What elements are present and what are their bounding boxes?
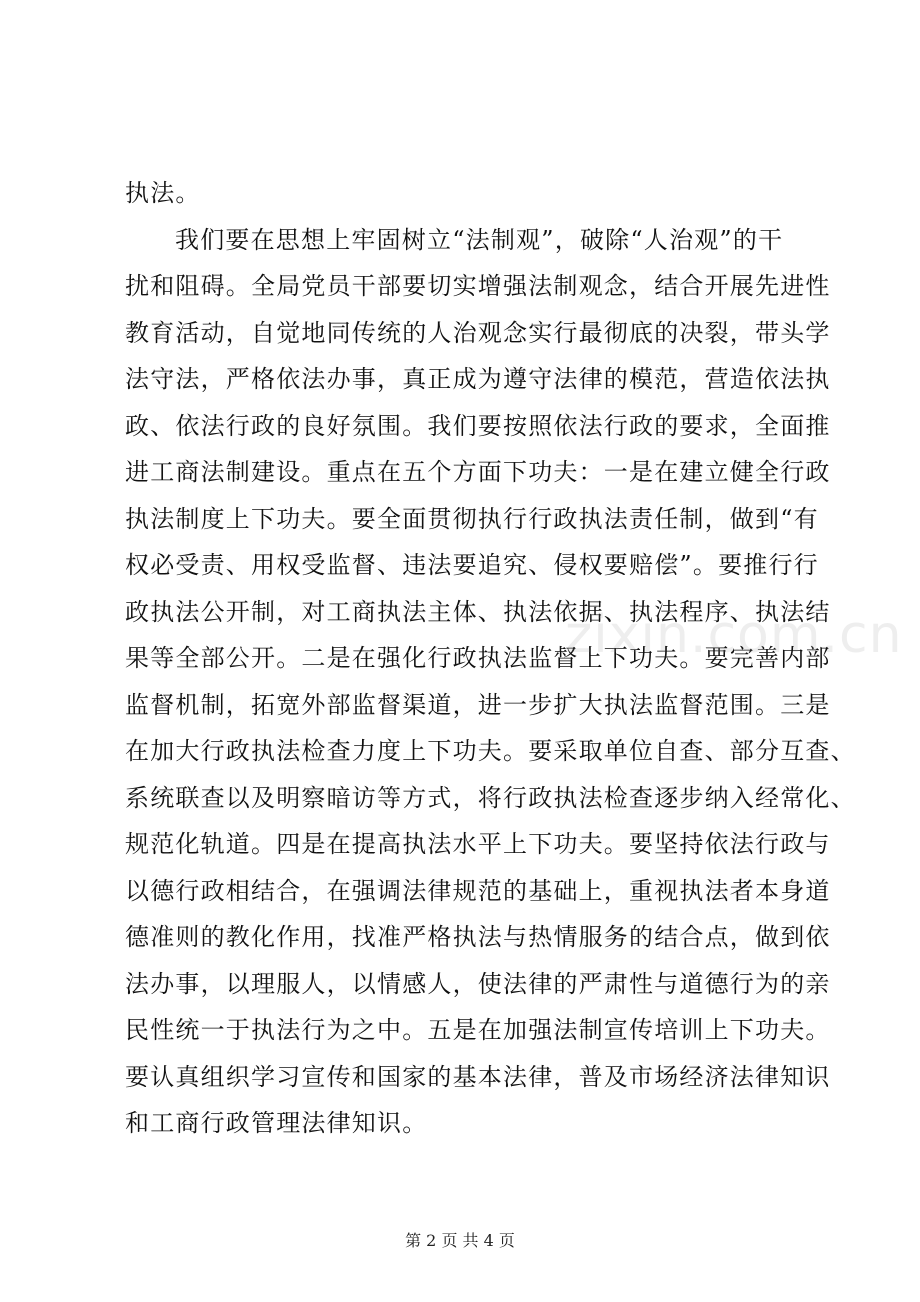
text-line: 在加大行政执法检查力度上下功夫。要采取单位自查、部分互查、 (125, 737, 856, 765)
text-line: 权必受责、用权受监督、违法要追究、侵权要赔偿”。要推行行 (125, 551, 819, 579)
text-line: 要认真组织学习宣传和国家的基本法律，普及市场经济法律知识 (125, 1062, 831, 1091)
text-line: 德准则的教化作用，找准严格执法与热情服务的结合点，做到依 (125, 923, 831, 951)
text-line: 监督机制，拓宽外部监督渠道，进一步扩大执法监督范围。三是 (125, 690, 831, 719)
text-line: 教育活动，自觉地同传统的人治观念实行最彻底的决裂，带头学 (125, 318, 831, 347)
text-line: 法守法，严格依法办事，真正成为遵守法律的模范，营造依法执 (125, 365, 831, 393)
text-line: 果等全部公开。二是在强化行政执法监督上下功夫。要完善内部 (125, 644, 831, 672)
text-line: 民性统一于执法行为之中。五是在加强法制宣传培训上下功夫。 (125, 1016, 831, 1044)
text-line: 政执法公开制，对工商执法主体、执法依据、执法程序、执法结 (125, 597, 831, 626)
text-line: 规范化轨道。四是在提高执法水平上下功夫。要坚持依法行政与 (125, 830, 831, 858)
page-footer: 第 2 页 共 4 页 (405, 1231, 515, 1250)
text-line: 扰和阻碍。全局党员干部要切实增强法制观念，结合开展先进性 (125, 272, 831, 300)
text-line: 我们要在思想上牢固树立“法制观”，破除“人治观”的干 (175, 225, 784, 254)
watermark: zixin.com.cn (565, 605, 903, 665)
text-line: 系统联查以及明察暗访等方式，将行政执法检查逐步纳入经常化、 (125, 783, 856, 812)
text-line: 执法制度上下功夫。要全面贯彻执行行政执法责任制，做到“有 (125, 504, 819, 533)
text-line: 政、依法行政的良好氛围。我们要按照依法行政的要求，全面推 (125, 411, 831, 440)
text-line: 进工商法制建设。重点在五个方面下功夫：一是在建立健全行政 (125, 458, 831, 486)
text-line: 以德行政相结合，在强调法律规范的基础上，重视执法者本身道 (125, 876, 831, 905)
text-line: 法办事，以理服人，以情感人，使法律的严肃性与道德行为的亲 (125, 969, 831, 998)
text-line: 执法。 (125, 179, 201, 207)
text-line: 和工商行政管理法律知识。 (125, 1109, 428, 1137)
